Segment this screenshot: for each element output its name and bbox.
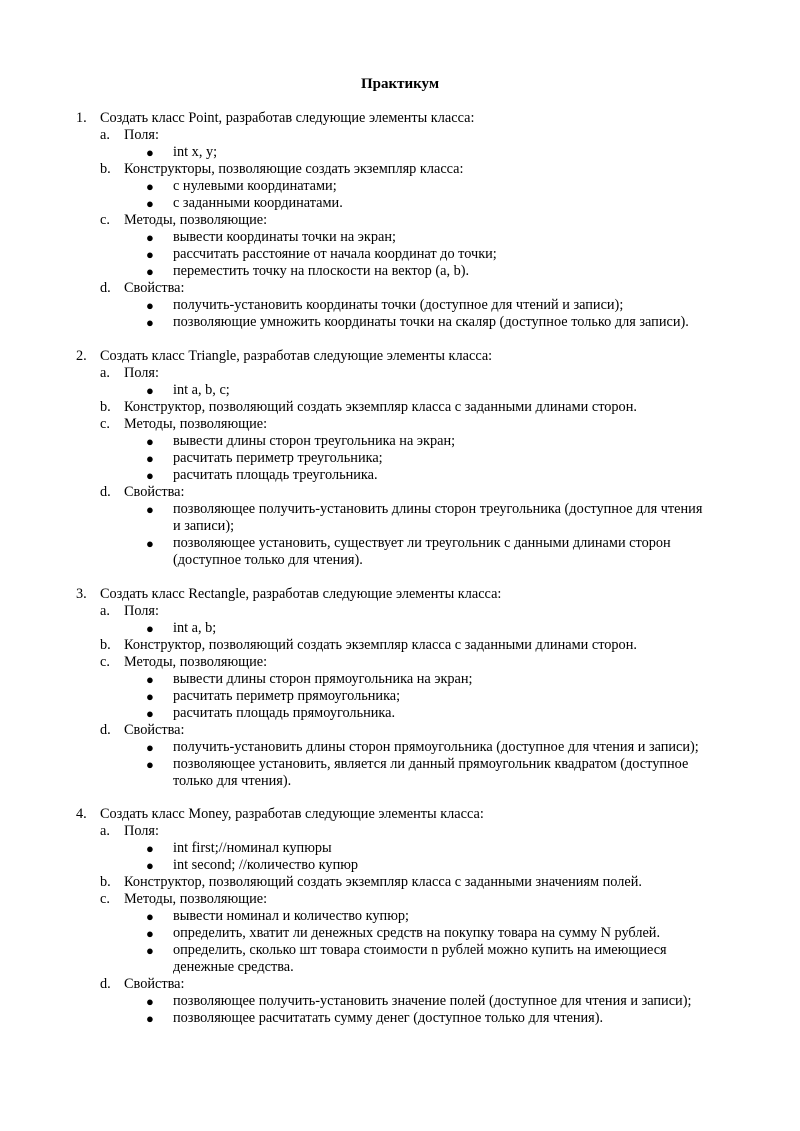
subsection-item [0, 722, 800, 739]
bullet-item [0, 908, 800, 925]
bullet-icon: ● [146, 468, 154, 483]
bullet-text: рассчитать расстояние от начала координат до точки; [173, 246, 497, 262]
bullet-text: и записи); [173, 518, 235, 534]
task-text: Создать класс Rectangle, разработав следующие элементы класса: [100, 586, 502, 602]
bullet-icon: ● [146, 757, 154, 772]
subsection-letter: c. [100, 654, 110, 670]
subsection-text: Свойства: [124, 722, 185, 738]
task-4 [0, 806, 800, 1027]
bullet-text: расчитать периметр треугольника; [173, 450, 383, 466]
subsection-text: Конструктор, позволяющий создать экземпляр класса с заданными длинами сторон. [124, 637, 637, 653]
bullet-text: int second; //количество купюр [173, 857, 359, 873]
task-heading [0, 348, 800, 365]
subsection-text: Поля: [124, 127, 159, 143]
task-text: Создать класс Money, разработав следующие элементы класса: [100, 806, 484, 822]
bullet-icon: ● [146, 689, 154, 704]
bullet-text: денежные средства. [173, 959, 294, 975]
subsection-text: Конструктор, позволяющий создать экземпляр класса с заданными значениям полей. [124, 874, 642, 890]
bullet-item [0, 314, 800, 331]
bullet-icon: ● [146, 926, 154, 941]
bullet-text: получить-установить длины сторон прямоугольника (доступное для чтения и записи); [173, 739, 699, 755]
subsection-text: Методы, позволяющие: [124, 654, 268, 670]
bullet-icon: ● [146, 706, 154, 721]
bullet-text: вывести длины сторон треугольника на экран; [173, 433, 456, 449]
task-number: 4. [76, 806, 87, 822]
subsection-letter: b. [100, 399, 111, 415]
bullet-text: позволяющее установить, является ли данный прямоугольник квадратом (доступное [173, 756, 689, 772]
subsection-letter: a. [100, 603, 110, 619]
bullet-icon: ● [146, 298, 154, 313]
subsection-text: Конструкторы, позволяющие создать экземпляр класса: [124, 161, 464, 177]
page-title: Практикум [360, 76, 440, 92]
subsection-text: Конструктор, позволяющий создать экземпляр класса с заданными длинами сторон. [124, 399, 637, 415]
bullet-icon: ● [146, 434, 154, 449]
bullet-text: int first;//номинал купюры [173, 840, 332, 856]
subsection-letter: d. [100, 722, 111, 738]
bullet-item [0, 178, 800, 195]
bullet-icon: ● [146, 909, 154, 924]
bullet-icon: ● [146, 1011, 154, 1026]
subsection-letter: c. [100, 891, 110, 907]
task-heading [0, 110, 800, 127]
bullet-item [0, 1010, 800, 1027]
subsection-letter: d. [100, 976, 111, 992]
subsection-letter: b. [100, 874, 111, 890]
bullet-icon: ● [146, 196, 154, 211]
subsection-item [0, 161, 800, 178]
subsection-text: Свойства: [124, 280, 185, 296]
bullet-icon: ● [146, 536, 154, 551]
bullet-icon: ● [146, 994, 154, 1009]
task-number: 1. [76, 110, 87, 126]
subsection-letter: a. [100, 365, 110, 381]
bullet-text: только для чтения). [173, 773, 292, 789]
subsection-text: Методы, позволяющие: [124, 416, 268, 432]
bullet-icon: ● [146, 943, 154, 958]
bullet-item-continuation [0, 518, 800, 535]
bullet-text: переместить точку на плоскости на вектор (a, b). [173, 263, 470, 279]
subsection-item [0, 976, 800, 993]
bullet-text: позволяющее установить, существует ли треугольник с данными длинами сторон [173, 535, 671, 551]
bullet-text: позволяющие умножить координаты точки на скаляр (доступное только для записи). [173, 314, 689, 330]
subsection-letter: b. [100, 161, 111, 177]
bullet-text: вывести координаты точки на экран; [173, 229, 396, 245]
bullet-item [0, 857, 800, 874]
bullet-item [0, 840, 800, 857]
subsection-item [0, 212, 800, 229]
subsection-item [0, 654, 800, 671]
subsection-letter: a. [100, 127, 110, 143]
bullet-text: int a, b; [173, 620, 217, 636]
subsection-text: Поля: [124, 603, 159, 619]
task-text: Создать класс Triangle, разработав следующие элементы класса: [100, 348, 493, 364]
bullet-icon: ● [146, 841, 154, 856]
bullet-icon: ● [146, 740, 154, 755]
bullet-text: расчитать площадь прямоугольника. [173, 705, 396, 721]
bullet-item [0, 382, 800, 399]
bullet-text: расчитать периметр прямоугольника; [173, 688, 401, 704]
bullet-text: получить-установить координаты точки (доступное для чтений и записи); [173, 297, 624, 313]
bullet-item [0, 297, 800, 314]
bullet-item [0, 756, 800, 773]
task-heading [0, 586, 800, 603]
bullet-item [0, 229, 800, 246]
bullet-item [0, 535, 800, 552]
bullet-icon: ● [146, 383, 154, 398]
subsection-item [0, 603, 800, 620]
subsection-text: Методы, позволяющие: [124, 212, 268, 228]
bullet-item [0, 739, 800, 756]
subsection-item [0, 280, 800, 297]
task-text: Создать класс Point, разработав следующие элементы класса: [100, 110, 475, 126]
bullet-icon: ● [146, 858, 154, 873]
subsection-item [0, 874, 800, 891]
subsection-text: Поля: [124, 365, 159, 381]
subsection-letter: b. [100, 637, 111, 653]
bullet-item-continuation [0, 552, 800, 569]
bullet-text: позволяющее получить-установить длины сторон треугольника (доступное для чтения [173, 501, 703, 517]
subsection-text: Свойства: [124, 484, 185, 500]
bullet-text: int a, b, c; [173, 382, 230, 398]
bullet-item [0, 671, 800, 688]
bullet-icon: ● [146, 179, 154, 194]
subsection-letter: d. [100, 280, 111, 296]
bullet-icon: ● [146, 672, 154, 687]
bullet-item [0, 705, 800, 722]
bullet-text: (доступное только для чтения). [173, 552, 363, 568]
task-3 [0, 586, 800, 790]
subsection-letter: c. [100, 212, 110, 228]
task-number: 2. [76, 348, 87, 364]
subsection-letter: a. [100, 823, 110, 839]
bullet-item [0, 942, 800, 959]
subsection-item [0, 399, 800, 416]
bullet-text: позволяющее получить-установить значение полей (доступное для чтения и записи); [173, 993, 692, 1009]
bullet-text: вывести длины сторон прямоугольника на экран; [173, 671, 473, 687]
bullet-item-continuation [0, 959, 800, 976]
bullet-text: расчитать площадь треугольника. [173, 467, 378, 483]
bullet-item [0, 993, 800, 1010]
bullet-icon: ● [146, 230, 154, 245]
bullet-text: с заданными координатами. [173, 195, 343, 211]
task-2 [0, 348, 800, 569]
bullet-icon: ● [146, 247, 154, 262]
bullet-text: определить, сколько шт товара стоимости n рублей можно купить на имеющиеся [173, 942, 667, 958]
bullet-text: определить, хватит ли денежных средств на покупку товара на сумму N рублей. [173, 925, 661, 941]
bullet-item [0, 195, 800, 212]
subsection-letter: d. [100, 484, 111, 500]
subsection-item [0, 823, 800, 840]
subsection-item [0, 365, 800, 382]
bullet-text: int x, y; [173, 144, 218, 160]
bullet-item [0, 467, 800, 484]
task-number: 3. [76, 586, 87, 602]
subsection-item [0, 416, 800, 433]
bullet-text: позволяющее расчитатать сумму денег (доступное только для чтения). [173, 1010, 604, 1026]
subsection-item [0, 891, 800, 908]
subsection-letter: c. [100, 416, 110, 432]
bullet-icon: ● [146, 315, 154, 330]
subsection-text: Свойства: [124, 976, 185, 992]
bullet-item [0, 263, 800, 280]
bullet-item-continuation [0, 773, 800, 790]
bullet-icon: ● [146, 621, 154, 636]
bullet-item [0, 144, 800, 161]
bullet-icon: ● [146, 264, 154, 279]
task-1 [0, 110, 800, 331]
subsection-text: Поля: [124, 823, 159, 839]
bullet-icon: ● [146, 145, 154, 160]
bullet-text: вывести номинал и количество купюр; [173, 908, 409, 924]
bullet-item [0, 620, 800, 637]
bullet-item [0, 688, 800, 705]
subsection-text: Методы, позволяющие: [124, 891, 268, 907]
subsection-item [0, 637, 800, 654]
bullet-item [0, 925, 800, 942]
bullet-icon: ● [146, 451, 154, 466]
bullet-item [0, 450, 800, 467]
bullet-item [0, 501, 800, 518]
subsection-item [0, 127, 800, 144]
subsection-item [0, 484, 800, 501]
bullet-item [0, 433, 800, 450]
bullet-icon: ● [146, 502, 154, 517]
task-heading [0, 806, 800, 823]
bullet-item [0, 246, 800, 263]
bullet-text: с нулевыми координатами; [173, 178, 337, 194]
